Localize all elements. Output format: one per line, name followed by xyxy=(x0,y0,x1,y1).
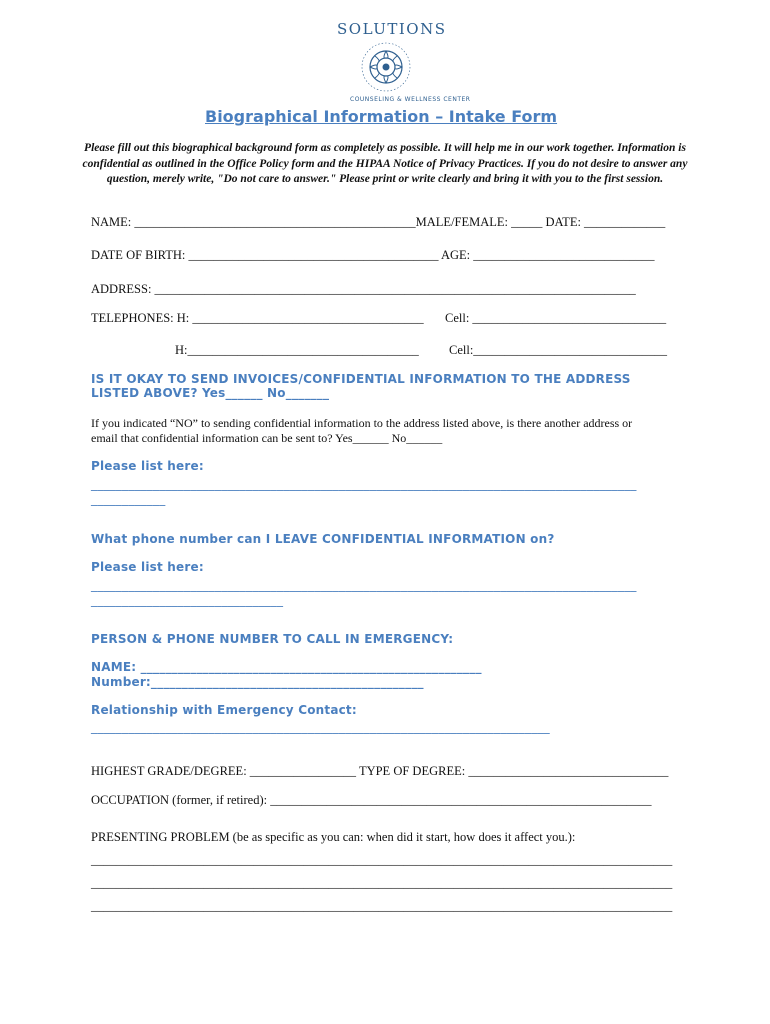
alt-address-note-line1: If you indicated “NO” to sending confidential information to the address listed above, is there another address or xyxy=(91,416,633,430)
presenting-problem-line-3[interactable]: _____________________________________________________________________________________________ xyxy=(91,899,673,913)
home-phone-field-1[interactable]: TELEPHONES: H: _____________________________________ xyxy=(91,311,424,325)
phone-list-line-1[interactable]: ________________________________________________________________________________________ xyxy=(91,578,637,592)
page-title: Biographical Information – Intake Form xyxy=(205,107,558,126)
logo-mandala-icon xyxy=(341,38,431,96)
logo-wordmark: SOLUTIONS xyxy=(337,20,447,38)
emergency-heading: PERSON & PHONE NUMBER TO CALL IN EMERGENCY: xyxy=(91,632,454,646)
presenting-problem-label: PRESENTING PROBLEM (be as specific as you can: when did it start, how does it affect you.): xyxy=(91,830,576,844)
occupation-field[interactable]: OCCUPATION (former, if retired): _____________________________________________________________ xyxy=(91,793,652,807)
emergency-name-field[interactable]: NAME: _______________________________________________________ xyxy=(91,660,482,674)
address-field[interactable]: ADDRESS: _____________________________________________________________________________ xyxy=(91,282,636,296)
invoices-list-line-2[interactable]: ____________ xyxy=(91,492,166,506)
presenting-problem-line-1[interactable]: _____________________________________________________________________________________________ xyxy=(91,853,673,867)
phone-list-line-2[interactable]: _______________________________ xyxy=(91,593,284,607)
alt-address-note-line2[interactable]: email that confidential information can be sent to? Yes______ No______ xyxy=(91,431,443,445)
cell-phone-field-1[interactable]: Cell: _______________________________ xyxy=(445,311,667,325)
phone-list-label: Please list here: xyxy=(91,560,204,574)
name-sex-date-field[interactable]: NAME: _____________________________________________MALE/FEMALE: _____ DATE: _____________ xyxy=(91,215,666,229)
phone-question: What phone number can I LEAVE CONFIDENTIAL INFORMATION on? xyxy=(91,532,555,546)
dob-age-field[interactable]: DATE OF BIRTH: ________________________________________ AGE: _____________________________ xyxy=(91,248,655,262)
intro-paragraph: Please fill out this biographical background form as completely as possible. It will help me in our work together. Information is confidential as outlined in the Office Policy form and the HIPAA Notice of Privacy Practices. If you do not desire to answer any question, merely write, "Do not care to answer." Please print or write clearly and bring it with you to the first session. xyxy=(82,142,688,185)
highest-degree-field[interactable]: HIGHEST GRADE/DEGREE: _________________ TYPE OF DEGREE: ________________________________ xyxy=(91,764,669,778)
invoices-list-line-1[interactable]: ________________________________________________________________________________________ xyxy=(91,477,637,491)
home-phone-field-2[interactable]: H:_____________________________________ xyxy=(175,343,419,357)
cell-phone-field-2[interactable]: Cell:_______________________________ xyxy=(449,343,668,357)
invoices-question-line1: IS IT OKAY TO SEND INVOICES/CONFIDENTIAL INFORMATION TO THE ADDRESS xyxy=(91,372,631,386)
relationship-line[interactable]: __________________________________________________________________________ xyxy=(91,720,550,734)
emergency-number-field[interactable]: Number:____________________________________________ xyxy=(91,675,424,689)
relationship-label: Relationship with Emergency Contact: xyxy=(91,703,357,717)
invoices-question-line2[interactable]: LISTED ABOVE? Yes______ No_______ xyxy=(91,386,330,400)
presenting-problem-line-2[interactable]: _____________________________________________________________________________________________ xyxy=(91,876,673,890)
logo-ring-text: COUNSELING & WELLNESS CENTER xyxy=(350,96,471,103)
invoices-list-label: Please list here: xyxy=(91,459,204,473)
